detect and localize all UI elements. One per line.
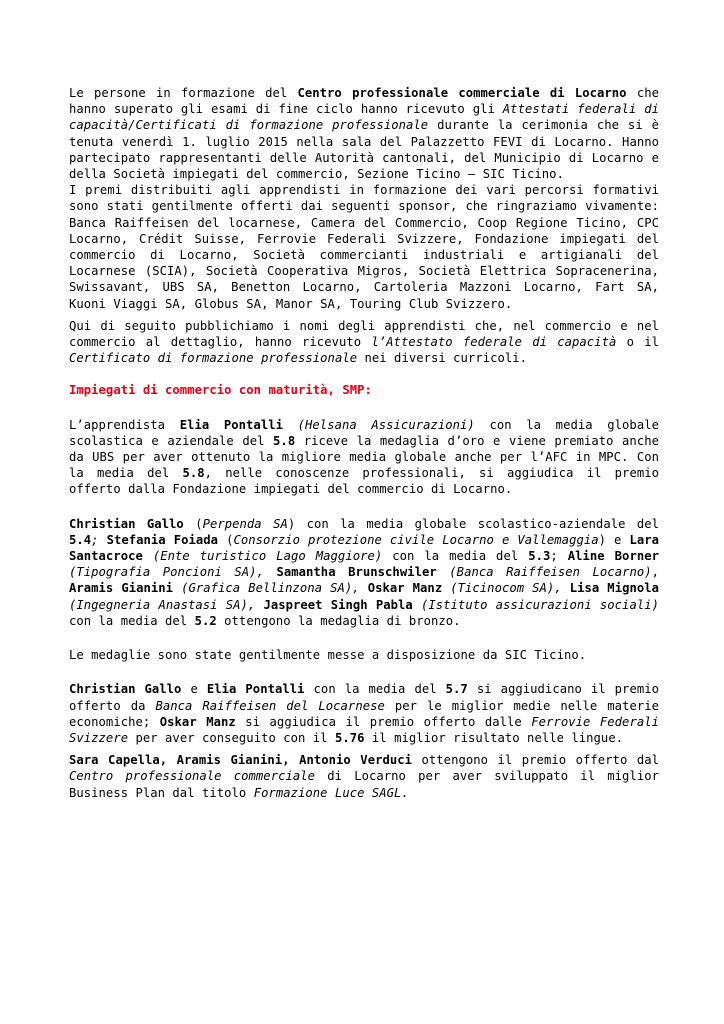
- paragraph: [69, 752, 659, 801]
- bold-text: Christian Gallo: [69, 516, 184, 531]
- italic-text: Formazione Luce SAGL.: [253, 785, 409, 800]
- text-run: [360, 581, 368, 595]
- italic-text: (Tipografia Poncioni SA),: [69, 565, 264, 580]
- bold-text: Oskar Manz: [159, 714, 236, 729]
- text-run: il miglior risultato nelle lingue.: [364, 730, 624, 745]
- italic-text: Banca Raiffeisen del Locarnese: [155, 698, 385, 713]
- paragraph: [69, 681, 659, 746]
- text-run: [562, 581, 570, 595]
- text-run: L’apprendista: [69, 417, 180, 432]
- paragraph: [69, 318, 659, 367]
- italic-text: Attestati federali di capacità/Certificati di formazione professionale: [69, 102, 659, 133]
- text-run: [143, 549, 153, 563]
- bold-text: 5.76: [334, 730, 365, 745]
- text-run: I premi distribuiti agli apprendisti in formazione dei vari percorsi formativi sono stati gentilmente offerti dai seguenti sponsor, che ringraziamo vivamente: Banca Raiffeisen del locarnese, Camera del Commercio, Coop Regione Ticino, CPC Locarno, Crédit Suisse, Ferrovie Federali Svizzere, Fondazione impiegati del commercio di Locarno, Società commercianti industriali e artigianali del Locarnese (SCIA), Società Cooperativa Migros, Società Elettrica Sopracenerina, Swissavant, UBS SA, Benetton Locarno, Cartoleria Mazzoni Locarno, Fart SA, Kuoni Viaggi SA, Globus SA, Manor SA, Touring Club Svizzero.: [69, 183, 659, 311]
- text-run: [283, 418, 298, 432]
- text-run: si aggiudicano il premio offerto da: [69, 682, 659, 713]
- italic-text: Consorzio protezione civile Locarno e Vallemaggia: [233, 532, 599, 547]
- article-body: [69, 85, 659, 801]
- italic-text: (Ingegneria Anastasi SA),: [69, 597, 256, 612]
- text-run: , nelle conoscenze professionali, si aggiudica il premio offerto dalla Fondazione impiegati del commercio di Locarno.: [69, 466, 659, 497]
- bold-text: Lisa Mignola: [569, 581, 660, 596]
- bold-text: 5.8: [182, 466, 205, 481]
- bold-text: Oskar Manz: [367, 581, 443, 596]
- paragraph: [69, 85, 659, 182]
- text-run: per le miglior medie nelle materie economiche;: [69, 698, 660, 729]
- text-run: [413, 598, 421, 612]
- bold-text: Sara Capella, Aramis Gianini, Antonio Verduci: [69, 753, 413, 768]
- bold-text: Impiegati di commercio con maturità, SMP:: [69, 383, 372, 398]
- bold-text: Aline Borner: [567, 549, 659, 564]
- text-run: (: [183, 516, 203, 531]
- bold-text: Elia Pontalli: [179, 417, 283, 432]
- text-run: ) e: [598, 532, 630, 547]
- text-run: durante la cerimonia che si è tenuta venerdì 1. luglio 2015 nella sala del Palazzetto FEVI di Locarno. Hanno partecipato rappresentanti delle Autorità cantonali, del Municipio di Locarno e della Società impiegati del commercio, Sezione Ticino – SIC Ticino.: [69, 118, 660, 182]
- paragraph: [69, 647, 659, 663]
- text-run: [99, 533, 107, 547]
- text-run: con la media del: [69, 613, 195, 628]
- italic-text: Certificato di formazione professionale: [69, 351, 358, 366]
- italic-text: (Ticinocom SA),: [450, 581, 562, 596]
- text-run: ottengono il premio offerto dal: [412, 753, 659, 768]
- italic-text: l’Attestato federale di capacità: [371, 335, 617, 350]
- text-run: Le medaglie sono state gentilmente messe a disposizione da SIC Ticino.: [69, 648, 587, 663]
- text-run: [173, 581, 181, 595]
- bold-text: Jaspreet Singh Pabla: [263, 597, 413, 612]
- section-heading: [69, 382, 659, 398]
- text-run: con la media globale scolastica e aziendale del: [69, 417, 659, 448]
- italic-text: (Istituto assicurazioni sociali): [421, 597, 659, 612]
- text-run: con la media del: [382, 549, 529, 564]
- paragraph: [69, 417, 659, 498]
- bold-text: Aramis Gianini: [69, 581, 174, 596]
- text-run: riceve la medaglia d’oro e viene premiato anche da UBS per aver ottenuto la migliore media globale anche per l’AFC in MPC. Con la media del: [69, 433, 659, 481]
- bold-text: Christian Gallo: [69, 682, 182, 697]
- text-run: per aver conseguito con il: [128, 730, 335, 745]
- text-run: si aggiudica il premio offerto dalle: [235, 714, 532, 729]
- text-run: e: [181, 682, 207, 697]
- text-run: Qui di seguito pubblichiamo i nomi degli apprendisti che, nel commercio e nel commercio al dettaglio, hanno ricevuto: [69, 318, 659, 350]
- text-run: ,: [651, 565, 660, 580]
- bold-text: 5.2: [194, 613, 217, 628]
- bold-text: Stefania Foiada: [106, 532, 219, 547]
- text-run: di Locarno per aver sviluppato il miglior Business Plan dal titolo: [69, 769, 659, 800]
- bold-text: 5.8: [273, 433, 296, 448]
- bold-text: Centro professionale commerciale di Locarno: [297, 86, 627, 100]
- paragraph: [69, 182, 659, 312]
- text-run: con la media del: [304, 682, 446, 697]
- bold-text: Samantha Brunschwiler: [276, 565, 437, 580]
- text-run: ;: [550, 549, 568, 564]
- text-run: (: [218, 532, 234, 547]
- bold-text: 5.4: [69, 532, 92, 547]
- bold-text: Lara Santacroce: [69, 532, 660, 564]
- italic-text: (Grafica Bellinzona SA),: [181, 581, 360, 596]
- text-run: [264, 565, 277, 579]
- italic-text: Ferrovie Federali Svizzere: [69, 714, 659, 745]
- text-run: che hanno superato gli esami di fine ciclo hanno ricevuto gli: [69, 86, 659, 117]
- bold-text: Elia Pontalli: [206, 682, 305, 697]
- text-run: nei diversi curricoli.: [357, 351, 528, 366]
- bold-text: 5.7: [445, 682, 468, 697]
- italic-text: ;: [91, 532, 99, 547]
- bold-text: 5.3: [528, 549, 551, 564]
- italic-text: Centro professionale commerciale: [69, 769, 316, 784]
- italic-text: (Banca Raiffeisen Locarno): [449, 565, 652, 580]
- text-run: Le persone in formazione del: [69, 86, 298, 100]
- italic-text: Perpenda SA: [202, 516, 288, 531]
- paragraph: [69, 516, 659, 629]
- italic-text: (Helsana Assicurazioni): [297, 417, 475, 432]
- text-run: o il: [616, 335, 660, 350]
- italic-text: (Ente turistico Lago Maggiore): [152, 549, 383, 564]
- text-run: [437, 565, 450, 579]
- text-run: ottengono la medaglia di bronzo.: [216, 613, 461, 628]
- text-run: ) con la media globale scolastico-aziendale del: [287, 516, 660, 531]
